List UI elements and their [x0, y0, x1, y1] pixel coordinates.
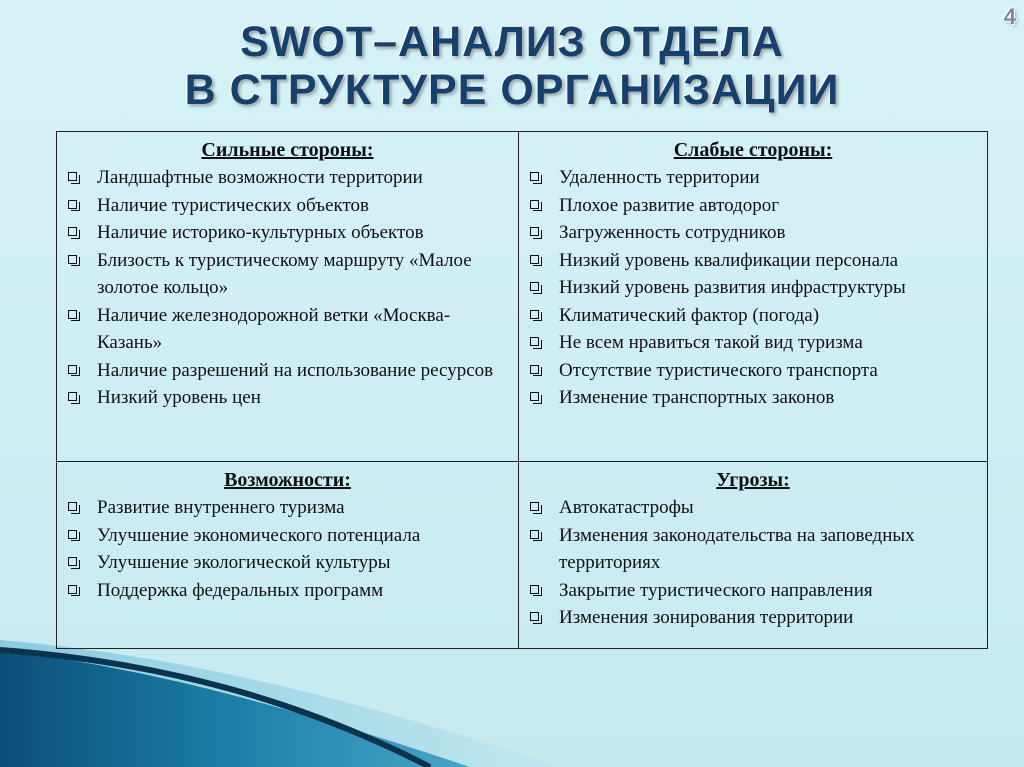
swot-table	[56, 131, 988, 649]
list-item	[527, 192, 979, 220]
list-item-text: Удаленность территории	[559, 167, 760, 188]
list-item	[65, 577, 510, 605]
list-item-text: Автокатастрофы	[559, 497, 694, 518]
checkbox-square-icon	[68, 227, 77, 236]
checkbox-square-icon	[530, 612, 539, 621]
list-item	[65, 384, 510, 412]
list-item-text: Близость к туристическому маршруту «Малое золотое кольцо»	[97, 249, 472, 298]
checkbox-square-icon	[68, 365, 77, 374]
list-item-text: Ландшафтные возможности территории	[97, 167, 423, 188]
slide-title-line-1: SWOT–АНАЛИЗ ОТДЕЛА	[240, 18, 784, 66]
strengths-list	[65, 164, 510, 412]
checkbox-square-icon	[68, 255, 77, 264]
strengths-cell	[57, 132, 519, 462]
list-item	[65, 522, 510, 550]
list-item	[527, 384, 979, 412]
slide-page-number: 4	[1003, 4, 1016, 29]
checkbox-square-icon	[530, 172, 539, 181]
list-item-text: Наличие туристических объектов	[97, 194, 370, 216]
slide-title-line-2: В СТРУКТУРЕ ОРГАНИЗАЦИИ	[184, 66, 840, 114]
list-item-text: Улучшение экономического потенциала	[97, 524, 421, 546]
checkbox-square-icon	[68, 200, 77, 209]
list-item-text: Изменения законодательства на заповедных территориях	[559, 524, 915, 573]
checkbox-square-icon	[68, 502, 77, 511]
opportunities-cell	[57, 462, 519, 648]
list-item-text: Не всем нравиться такой вид туризма	[559, 332, 863, 353]
list-item-text: Низкий уровень развития инфраструктуры	[559, 277, 906, 298]
list-item	[65, 494, 510, 522]
checkbox-square-icon	[530, 530, 539, 539]
list-item	[527, 219, 979, 247]
list-item-text: Отсутствие туристического транспорта	[559, 359, 878, 381]
checkbox-square-icon	[68, 310, 77, 319]
list-item	[527, 164, 979, 192]
checkbox-square-icon	[530, 255, 539, 264]
list-item	[65, 357, 510, 385]
list-item-text: Поддержка федеральных программ	[97, 579, 384, 601]
checkbox-square-icon	[68, 557, 77, 566]
list-item-text: Загруженность сотрудников	[559, 222, 786, 243]
checkbox-square-icon	[530, 310, 539, 319]
list-item	[65, 192, 510, 220]
weaknesses-heading: Слабые стороны:	[673, 139, 833, 161]
checkbox-square-icon	[68, 172, 77, 181]
checkbox-square-icon	[68, 530, 77, 539]
list-item	[527, 522, 979, 577]
list-item	[527, 357, 979, 385]
list-item	[527, 302, 979, 330]
list-item-text: Наличие железнодорожной ветки «Москва-Казань»	[97, 304, 451, 353]
list-item	[527, 274, 979, 302]
list-item	[65, 302, 510, 357]
checkbox-square-icon	[530, 337, 539, 346]
list-item-text: Изменение транспортных законов	[559, 387, 835, 408]
list-item	[527, 577, 979, 605]
list-item	[65, 247, 510, 302]
threats-list	[527, 494, 979, 632]
list-item-text: Климатический фактор (погода)	[559, 304, 820, 326]
list-item	[65, 219, 510, 247]
list-item-text: Улучшение экологической культуры	[97, 552, 391, 573]
checkbox-square-icon	[68, 585, 77, 594]
checkbox-square-icon	[530, 282, 539, 291]
list-item-text: Низкий уровень цен	[97, 387, 261, 408]
checkbox-square-icon	[530, 365, 539, 374]
list-item	[527, 329, 979, 357]
slide-title	[0, 18, 1024, 114]
checkbox-square-icon	[530, 585, 539, 594]
threats-heading: Угрозы:	[716, 469, 790, 491]
weaknesses-cell	[519, 132, 987, 462]
list-item-text: Низкий уровень квалификации персонала	[559, 249, 899, 271]
list-item-text: Закрытие туристического направления	[559, 579, 873, 601]
checkbox-square-icon	[530, 502, 539, 511]
list-item-text: Наличие историко-культурных объектов	[97, 222, 424, 243]
checkbox-square-icon	[530, 200, 539, 209]
checkbox-square-icon	[530, 392, 539, 401]
list-item	[65, 164, 510, 192]
threats-cell	[519, 462, 987, 648]
opportunities-list	[65, 494, 510, 604]
list-item-text: Изменения зонирования территории	[559, 607, 854, 628]
weaknesses-list	[527, 164, 979, 412]
list-item	[527, 247, 979, 275]
list-item-text: Наличие разрешений на использование ресурсов	[97, 359, 494, 381]
strengths-heading: Сильные стороны:	[201, 139, 374, 161]
opportunities-heading: Возможности:	[224, 469, 351, 491]
checkbox-square-icon	[68, 392, 77, 401]
list-item	[527, 494, 979, 522]
list-item-text: Развитие внутреннего туризма	[97, 497, 345, 518]
checkbox-square-icon	[530, 227, 539, 236]
list-item	[65, 549, 510, 577]
list-item-text: Плохое развитие автодорог	[559, 194, 780, 216]
list-item	[527, 604, 979, 632]
